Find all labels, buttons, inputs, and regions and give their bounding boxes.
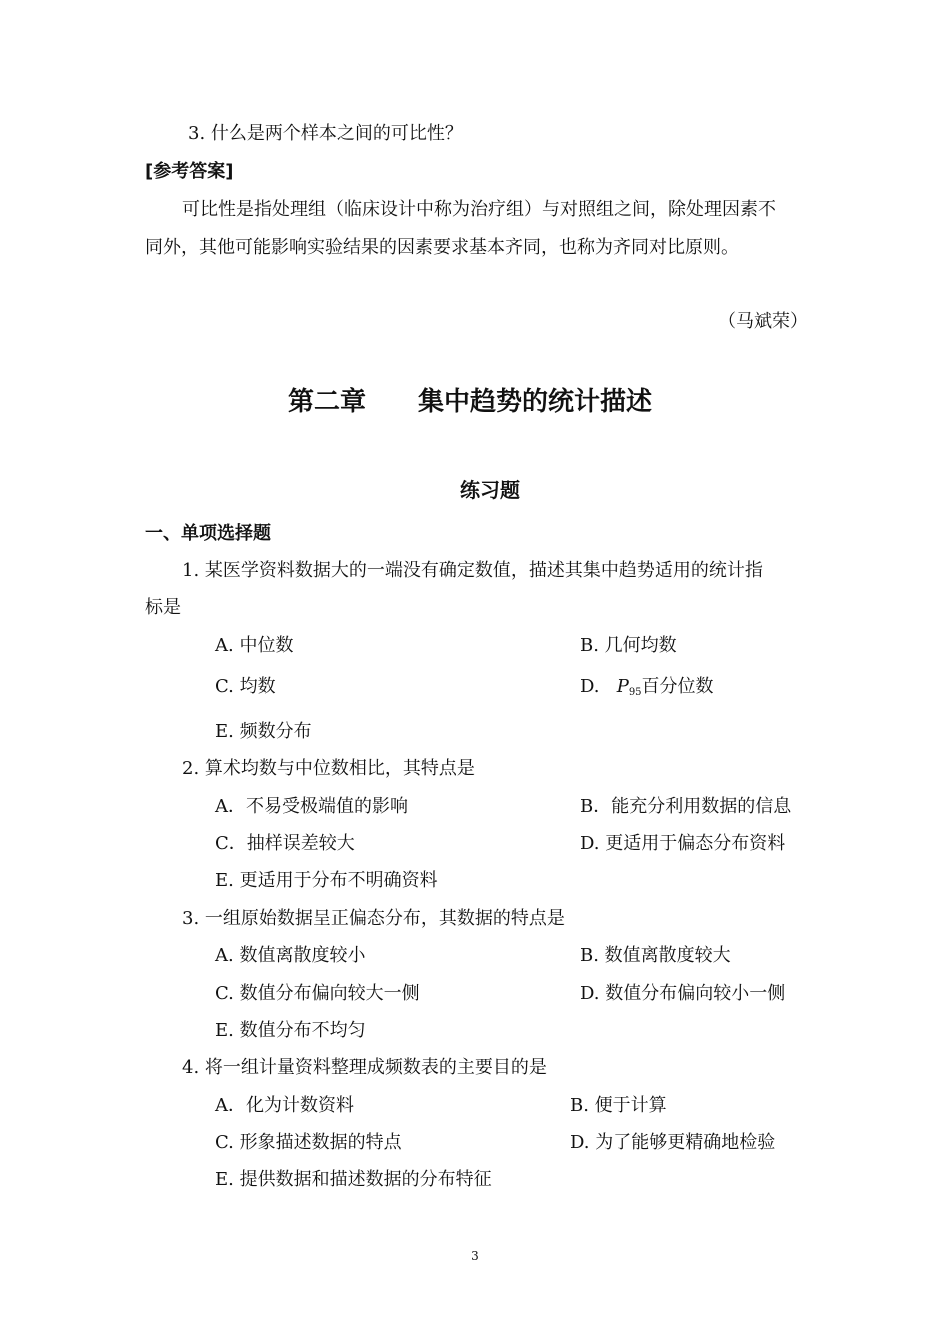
q3-option-c: C. 数值分布偏向较大一侧 — [215, 983, 420, 1004]
q1-option-e: E. 频数分布 — [215, 721, 312, 742]
question-3-stem: 3. 一组原始数据呈正偏态分布，其数据的特点是 — [182, 908, 565, 929]
q4-option-d: D. 为了能够更精确地检验 — [570, 1132, 776, 1153]
q1-option-c: C. 均数 — [215, 676, 276, 697]
question-4-stem: 4. 将一组计量资料整理成频数表的主要目的是 — [182, 1057, 547, 1078]
q2-option-b: B．能充分利用数据的信息 — [580, 796, 792, 817]
q3-option-e: E. 数值分布不均匀 — [215, 1020, 366, 1041]
percentile-symbol: P — [616, 676, 629, 697]
q3-option-d: D. 数值分布偏向较小一侧 — [580, 983, 786, 1004]
q4-option-e: E. 提供数据和描述数据的分布特征 — [215, 1169, 492, 1190]
q1-option-d-text: 百分位数 — [641, 676, 714, 697]
answer-heading: [参考答案] — [145, 161, 234, 182]
section-title: 练习题 — [460, 478, 520, 502]
q3-option-b: B. 数值离散度较大 — [580, 945, 731, 966]
q1-option-d — [580, 675, 714, 705]
q1-option-d-prefix: D. — [580, 676, 600, 697]
percentile-subscript: 95 — [628, 687, 642, 698]
question-2-stem: 2. 算术均数与中位数相比，其特点是 — [182, 758, 475, 779]
prev-question-3: 3. 什么是两个样本之间的可比性？ — [188, 123, 463, 144]
q1-option-a: A. 中位数 — [215, 635, 294, 656]
answer-line-2: 同外，其他可能影响实验结果的因素要求基本齐同，也称为齐同对比原则。 — [145, 237, 739, 258]
part-heading: 一、单项选择题 — [145, 523, 271, 544]
answer-line-1: 可比性是指处理组（临床设计中称为治疗组）与对照组之间，除处理因素不 — [182, 199, 776, 220]
q3-option-a: A. 数值离散度较小 — [215, 945, 366, 966]
author-credit: （马斌荣） — [718, 311, 808, 332]
q2-option-d: D. 更适用于偏态分布资料 — [580, 833, 786, 854]
q4-option-a: A．化为计数资料 — [215, 1095, 354, 1116]
q2-option-c: C．抽样误差较大 — [215, 833, 355, 854]
chapter-title: 第二章 集中趋势的统计描述 — [287, 387, 652, 417]
q2-option-e: E. 更适用于分布不明确资料 — [215, 870, 438, 891]
question-1-stem-cont: 标是 — [145, 597, 181, 618]
q2-option-a: A．不易受极端值的影响 — [215, 796, 408, 817]
q1-option-b: B. 几何均数 — [580, 635, 677, 656]
question-1-stem: 1. 某医学资料数据大的一端没有确定数值，描述其集中趋势适用的统计指 — [182, 560, 763, 581]
q4-option-c: C. 形象描述数据的特点 — [215, 1132, 402, 1153]
q4-option-b: B. 便于计算 — [570, 1095, 667, 1116]
page-number: 3 — [471, 1249, 479, 1263]
